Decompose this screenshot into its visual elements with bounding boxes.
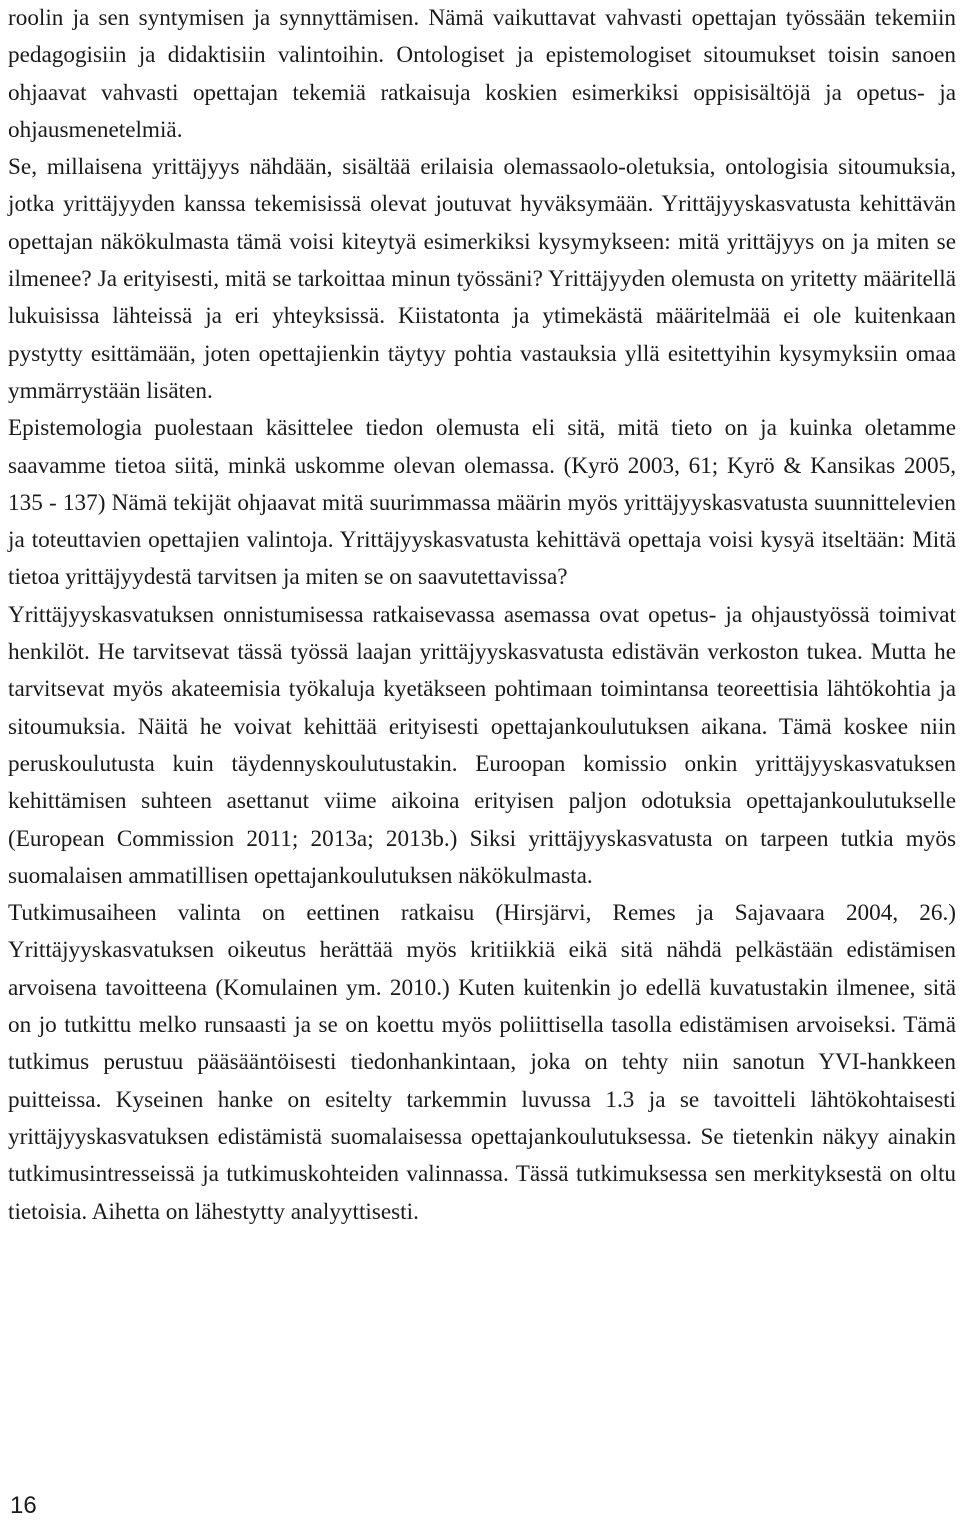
- paragraph: Yrittäjyyskasvatuksen onnistumisessa ratkaisevassa asemassa ovat opetus- ja ohjaustyössä toimivat henkilöt. He tarvitsevat tässä työssä laajan yrittäjyyskasvatusta edistävän verkoston tukea. Mutta he tarvitsevat myös akateemisia työkaluja kyetäkseen pohtimaan toimintansa teoreettisia lähtökohtia ja sitoumuksia. Näitä he voivat kehittää erityisesti opettajankoulutuksen aikana. Tämä koskee niin peruskoulutusta kuin täydennyskoulutustakin. Euroopan komissio onkin yrittäjyyskasvatuksen kehittämisen suhteen asettanut viime aikoina erityisen paljon odotuksia opettajankoulutukselle (European Commission 2011; 2013a; 2013b.) Siksi yrittäjyyskasvatusta on tarpeen tutkia myös suomalaisen ammatillisen opettajankoulutuksen näkökulmasta.: [8, 601, 956, 889]
- paragraph: Epistemologia puolestaan käsittelee tiedon olemusta eli sitä, mitä tieto on ja kuinka oletamme saavamme tietoa siitä, minkä uskomme olevan olemassa. (Kyrö 2003, 61; Kyrö & Kansikas 2005, 135 - 137) Nämä tekijät ohjaavat mitä suurimmassa määrin myös yrittäjyyskasvatusta suunnittelevien ja toteuttavien opettajien valintoja. Yrittäjyyskasvatusta kehittävä opettaja voisi kysyä itseltään: Mitä tietoa yrittäjyydestä tarvitsen ja miten se on saavutettavissa?: [8, 415, 956, 591]
- paragraph: Tutkimusaiheen valinta on eettinen ratkaisu (Hirsjärvi, Remes ja Sajavaara 2004, 26.) Yrittäjyyskasvatuksen oikeutus herättää myös kritiikkiä eikä sitä nähdä pelkästään edistämisen arvoisena tavoitteena (Komulainen ym. 2010.) Kuten kuitenkin jo edellä kuvatustakin ilmenee, sitä on jo tutkittu melko runsaasti ja se on koettu myös poliittisella tasolla edistämisen arvoiseksi. Tämä tutkimus perustuu pääsääntöisesti tiedonhankintaan, joka on tehty niin sanotun YVI-hankkeen puitteissa. Kyseinen hanke on esitelty tarkemmin luvussa 1.3 ja se tavoitteli lähtökohtaisesti yrittäjyyskasvatuksen edistämistä suomalaisessa opettajankoulutuksessa. Se tietenkin näkyy ainakin tutkimusintresseissä ja tutkimuskohteiden valinnassa. Tässä tutkimuksessa sen merkityksestä on oltu tietoisia. Aihetta on lähestytty analyyttisesti.: [8, 900, 956, 1225]
- document-body: [8, 0, 956, 1231]
- paragraph: Se, millaisena yrittäjyys nähdään, sisältää erilaisia olemassaolo-oletuksia, ontologisia sitoumuksia, jotka yrittäjyyden kanssa tekemisissä olevat joutuvat hyväksymään. Yrittäjyyskasvatusta kehittävän opettajan näkökulmasta tämä voisi kiteytyä esimerkiksi kysymykseen: mitä yrittäjyys on ja miten se ilmenee? Ja erityisesti, mitä se tarkoittaa minun työssäni? Yrittäjyyden olemusta on yritetty määritellä lukuisissa lähteissä ja eri yhteyksissä. Kiistatonta ja ytimekästä määritelmää ei ole kuitenkaan pystytty esittämään, joten opettajienkin täytyy pohtia vastauksia yllä esitettyihin kysymyksiin omaa ymmärrystään lisäten.: [8, 154, 956, 404]
- page-number: 16: [10, 1492, 37, 1519]
- paragraph: roolin ja sen syntymisen ja synnyttämisen. Nämä vaikuttavat vahvasti opettajan työssään tekemiin pedagogisiin ja didaktisiin valintoihin. Ontologiset ja epistemologiset sitoumukset toisin sanoen ohjaavat vahvasti opettajan tekemiä ratkaisuja koskien esimerkiksi oppisisältöjä ja opetus- ja ohjausmenetelmiä.: [8, 5, 956, 143]
